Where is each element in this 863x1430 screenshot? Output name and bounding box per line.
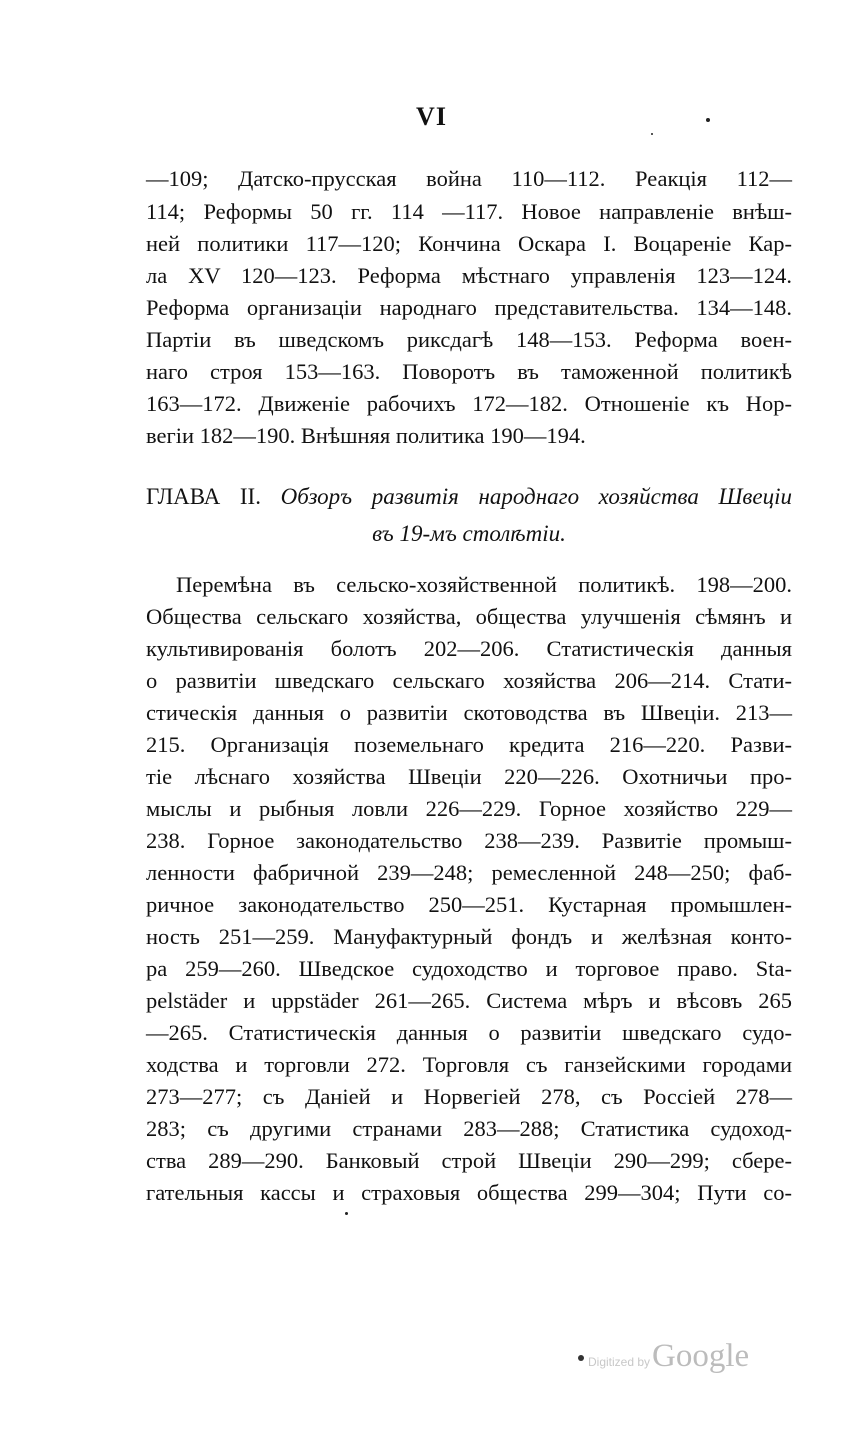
scan-speck [651, 133, 653, 135]
text-line: pelstäder и uppstäder 261—265. Система мѣръ и вѣсовъ 265 [146, 988, 792, 1013]
scan-speck [706, 118, 710, 122]
text-line: ходства и торговли 272. Торговля съ ганзейскими городами [146, 1052, 792, 1077]
chapter-title: Обзоръ развитія народнаго хозяйства Швеціи [280, 484, 793, 509]
text-line: 163—172. Движеніе рабочихъ 172—182. Отношеніе къ Нор- [146, 391, 792, 416]
text-line: гательныя кассы и страховыя общества 299—304; Пути со- [146, 1180, 792, 1205]
digitized-by-google-watermark [578, 1338, 749, 1378]
paragraph-1 [146, 163, 792, 453]
text-line: о развитіи шведскаго сельскаго хозяйства 206—214. Стати- [146, 668, 792, 693]
text-line: ленности фабричной 239—248; ремесленной 248—250; фаб- [146, 860, 792, 885]
chapter-heading-line [146, 480, 792, 514]
text-line: стическія данныя о развитіи скотоводства въ Швеціи. 213— [146, 700, 792, 725]
google-logo: Google [652, 1338, 750, 1374]
text-line: Реформа организаціи народнаго представительства. 134—148. [146, 295, 792, 320]
text-line: 283; съ другими странами 283—288; Статистика судоход- [146, 1116, 792, 1141]
text-line: ства 289—290. Банковый строй Швеціи 290—299; сбере- [146, 1148, 792, 1173]
chapter-title-continuation: въ 19-мъ столѣтіи. [372, 521, 566, 546]
text-line: наго строя 153—163. Поворотъ въ таможенной политикѣ [146, 359, 792, 384]
text-line: ричное законодательство 250—251. Кустарная промышлен- [146, 892, 792, 917]
scan-speck [345, 1212, 348, 1215]
text-line: мыслы и рыбныя ловли 226—229. Горное хозяйство 229— [146, 796, 792, 821]
chapter-heading [146, 480, 792, 552]
text-line: 215. Организація поземельнаго кредита 216—220. Разви- [146, 732, 792, 757]
text-line: ла XV 120—123. Реформа мѣстнаго управленія 123—124. [146, 263, 792, 288]
watermark-dot [578, 1355, 584, 1361]
text-line: Перемѣна въ сельско-хозяйственной политикѣ. 198—200. [176, 572, 792, 597]
text-line: культивированія болотъ 202—206. Статистическія данныя [146, 636, 792, 661]
digitized-by-label: Digitized by [588, 1355, 651, 1369]
text-line: тіе лѣснаго хозяйства Швеціи 220—226. Охотничьи про- [146, 764, 792, 789]
paragraph-2 [146, 569, 792, 1219]
page-number: VI [416, 102, 447, 131]
text-line: 238. Горное законодательство 238—239. Развитіе промыш- [146, 828, 792, 853]
text-line: Общества сельскаго хозяйства, общества улучшенія сѣмянъ и [146, 604, 792, 629]
text-line: Партіи въ шведскомъ риксдагѣ 148—153. Реформа воен- [146, 327, 792, 352]
text-line: —109; Датско-прусская война 110—112. Реакція 112— [146, 166, 792, 191]
text-line: ра 259—260. Шведское судоходство и торговое право. Sta- [146, 956, 792, 981]
text-line: —265. Статистическія данныя о развитіи шведскаго судо- [146, 1020, 792, 1045]
text-line: ней политики 117—120; Кончина Оскара I. Воцареніе Кар- [146, 231, 792, 256]
text-line: 273—277; съ Даніей и Норвегіей 278, съ Россіей 278— [146, 1084, 792, 1109]
text-line: 114; Реформы 50 гг. 114 —117. Новое направленіе внѣш- [146, 199, 792, 224]
chapter-label: ГЛАВА II. [146, 484, 261, 509]
text-line: ность 251—259. Мануфактурный фондъ и желѣзная конто- [146, 924, 792, 949]
text-line: вегіи 182—190. Внѣшняя политика 190—194. [146, 423, 586, 448]
